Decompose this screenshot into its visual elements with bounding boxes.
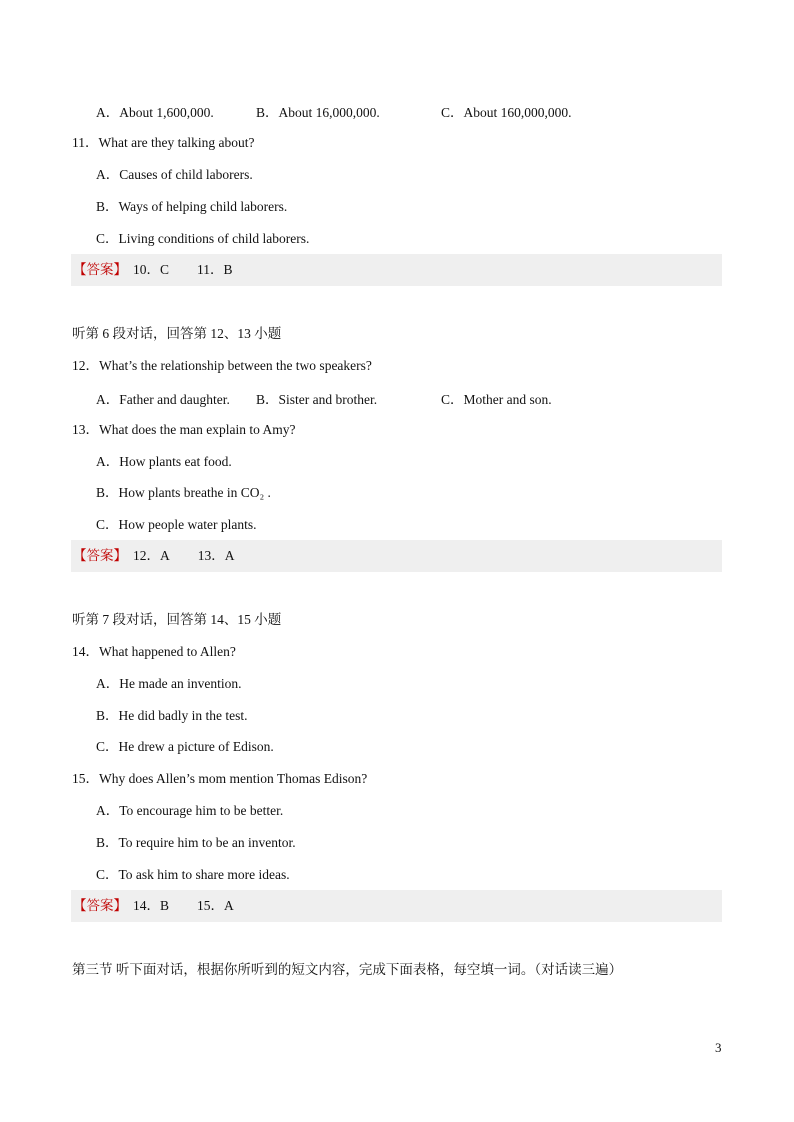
q12-option-a: A．Father and daughter. xyxy=(96,392,230,407)
q15-option-b: B．To require him to be an inventor. xyxy=(96,835,296,850)
page-number: 3 xyxy=(715,1040,722,1055)
q11-option-a: A．Causes of child laborers. xyxy=(96,167,253,182)
q13-option-b: B．How plants breathe in CO₂ . xyxy=(96,485,271,500)
answer-value: 15．A xyxy=(197,898,234,913)
q13-stem: 13．What does the man explain to Amy? xyxy=(72,422,296,437)
part3-instruction: 第三节 听下面对话，根据你所听到的短文内容，完成下面表格，每空填一词。（对话读三遍） xyxy=(72,962,623,977)
q15-stem: 15．Why does Allen’s mom mention Thomas Edison? xyxy=(72,771,368,786)
q11-stem: 11．What are they talking about? xyxy=(72,135,255,150)
q14-option-a: A．He made an invention. xyxy=(96,676,242,691)
q10-option-a: A．About 1,600,000. xyxy=(96,105,214,120)
answer-value: 14．B xyxy=(133,898,170,913)
answer-box-1 xyxy=(71,254,722,286)
answer-value: 10．C xyxy=(133,262,170,277)
answer-value: 13．A xyxy=(197,548,235,563)
section-heading-7: 听第 7 段对话，回答第 14、15 小题 xyxy=(72,612,282,627)
answer-label: 【答案】 xyxy=(73,262,127,277)
answer-value: 12．A xyxy=(133,548,170,563)
q10-option-c: C．About 160,000,000. xyxy=(441,105,572,120)
answer-value: 11．B xyxy=(197,262,233,277)
q13-option-c: C．How people water plants. xyxy=(96,517,257,532)
q15-option-c: C．To ask him to share more ideas. xyxy=(96,867,290,882)
q11-option-c: C．Living conditions of child laborers. xyxy=(96,231,310,246)
q10-option-b: B．About 16,000,000. xyxy=(256,105,380,120)
q15-option-a: A．To encourage him to be better. xyxy=(96,803,284,818)
q12-option-c: C．Mother and son. xyxy=(441,392,552,407)
q14-stem: 14．What happened to Allen? xyxy=(72,644,236,659)
answer-label: 【答案】 xyxy=(73,548,127,563)
q13-option-a: A．How plants eat food. xyxy=(96,454,232,469)
q12-stem: 12．What’s the relationship between the two speakers? xyxy=(72,358,372,373)
q11-option-b: B．Ways of helping child laborers. xyxy=(96,199,288,214)
q14-option-b: B．He did badly in the test. xyxy=(96,708,248,723)
q14-option-c: C．He drew a picture of Edison. xyxy=(96,739,274,754)
answer-label: 【答案】 xyxy=(73,898,127,913)
section-heading-6: 听第 6 段对话，回答第 12、13 小题 xyxy=(72,326,282,341)
q12-option-b: B．Sister and brother. xyxy=(256,392,378,407)
answer-box-2 xyxy=(71,540,722,572)
answer-box-3 xyxy=(71,890,722,922)
